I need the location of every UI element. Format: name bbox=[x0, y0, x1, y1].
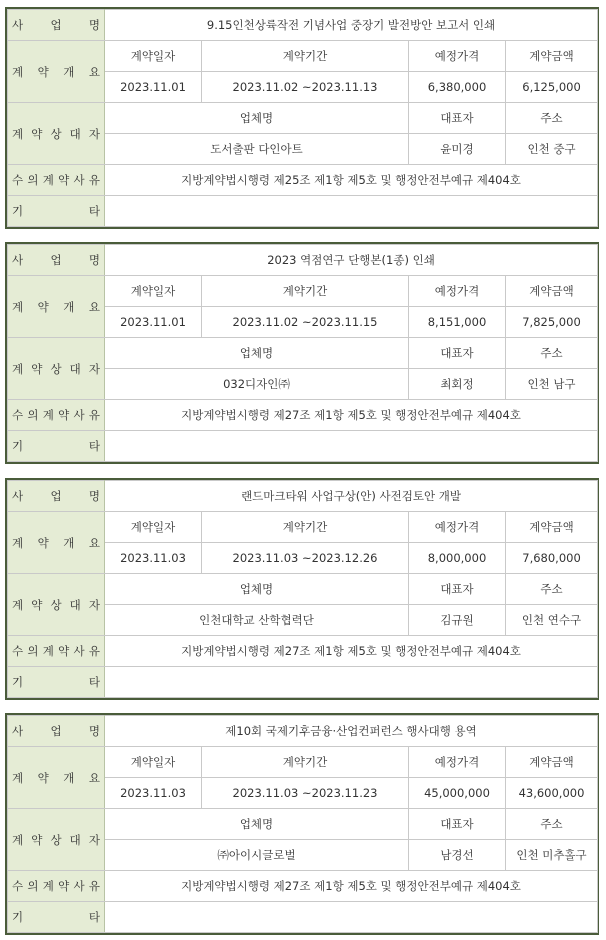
label-project: 사 업 명 bbox=[8, 481, 105, 512]
header-estimated: 예정가격 bbox=[409, 276, 506, 307]
label-project: 사 업 명 bbox=[8, 10, 105, 41]
company-address: 인천 미추홀구 bbox=[506, 840, 598, 871]
header-date: 계약일자 bbox=[105, 276, 202, 307]
header-period: 계약기간 bbox=[202, 276, 409, 307]
header-estimated: 예정가격 bbox=[409, 512, 506, 543]
label-counterparty: 계 약 상 대 자 bbox=[8, 574, 105, 636]
representative-name: 남경선 bbox=[409, 840, 506, 871]
contract-etc bbox=[105, 902, 598, 933]
company-name: 인천대학교 산학협력단 bbox=[105, 605, 409, 636]
contract-date: 2023.11.01 bbox=[105, 307, 202, 338]
contract-reason: 지방계약법시행령 제25조 제1항 제5호 및 행정안전부예규 제404호 bbox=[105, 165, 598, 196]
header-address: 주소 bbox=[506, 574, 598, 605]
header-estimated: 예정가격 bbox=[409, 41, 506, 72]
contract-table bbox=[7, 244, 598, 462]
label-etc: 기 타 bbox=[8, 196, 105, 227]
company-address: 인천 남구 bbox=[506, 369, 598, 400]
label-reason: 수 의 계 약 사 유 bbox=[8, 165, 105, 196]
company-name: 도서출판 다인아트 bbox=[105, 134, 409, 165]
contract-etc bbox=[105, 667, 598, 698]
header-date: 계약일자 bbox=[105, 747, 202, 778]
estimated-price: 8,151,000 bbox=[409, 307, 506, 338]
company-name: ㈜아이시글로벌 bbox=[105, 840, 409, 871]
representative-name: 윤미경 bbox=[409, 134, 506, 165]
company-address: 인천 중구 bbox=[506, 134, 598, 165]
project-name: 랜드마크타워 사업구상(안) 사전검토안 개발 bbox=[105, 481, 598, 512]
header-period: 계약기간 bbox=[202, 747, 409, 778]
header-company: 업체명 bbox=[105, 103, 409, 134]
header-address: 주소 bbox=[506, 338, 598, 369]
header-amount: 계약금액 bbox=[506, 512, 598, 543]
label-overview: 계 약 개 요 bbox=[8, 747, 105, 809]
label-project: 사 업 명 bbox=[8, 245, 105, 276]
contract-table bbox=[7, 715, 598, 933]
header-amount: 계약금액 bbox=[506, 747, 598, 778]
contract-record bbox=[5, 478, 599, 700]
contract-table bbox=[7, 9, 598, 227]
project-name: 2023 역점연구 단행본(1종) 인쇄 bbox=[105, 245, 598, 276]
contract-reason: 지방계약법시행령 제27조 제1항 제5호 및 행정안전부예규 제404호 bbox=[105, 636, 598, 667]
contract-amount: 43,600,000 bbox=[506, 778, 598, 809]
contract-period: 2023.11.02 ~2023.11.13 bbox=[202, 72, 409, 103]
contract-period: 2023.11.03 ~2023.11.23 bbox=[202, 778, 409, 809]
contract-etc bbox=[105, 196, 598, 227]
contract-table bbox=[7, 480, 598, 698]
label-reason: 수 의 계 약 사 유 bbox=[8, 636, 105, 667]
header-amount: 계약금액 bbox=[506, 276, 598, 307]
header-company: 업체명 bbox=[105, 574, 409, 605]
contract-amount: 7,825,000 bbox=[506, 307, 598, 338]
label-counterparty: 계 약 상 대 자 bbox=[8, 338, 105, 400]
header-estimated: 예정가격 bbox=[409, 747, 506, 778]
contract-amount: 6,125,000 bbox=[506, 72, 598, 103]
representative-name: 김규원 bbox=[409, 605, 506, 636]
header-address: 주소 bbox=[506, 809, 598, 840]
header-amount: 계약금액 bbox=[506, 41, 598, 72]
contract-reason: 지방계약법시행령 제27조 제1항 제5호 및 행정안전부예규 제404호 bbox=[105, 400, 598, 431]
label-etc: 기 타 bbox=[8, 431, 105, 462]
contract-etc bbox=[105, 431, 598, 462]
label-overview: 계 약 개 요 bbox=[8, 276, 105, 338]
header-company: 업체명 bbox=[105, 809, 409, 840]
header-representative: 대표자 bbox=[409, 574, 506, 605]
header-period: 계약기간 bbox=[202, 512, 409, 543]
header-company: 업체명 bbox=[105, 338, 409, 369]
label-overview: 계 약 개 요 bbox=[8, 512, 105, 574]
label-etc: 기 타 bbox=[8, 902, 105, 933]
contract-date: 2023.11.03 bbox=[105, 778, 202, 809]
label-overview: 계 약 개 요 bbox=[8, 41, 105, 103]
header-representative: 대표자 bbox=[409, 809, 506, 840]
contract-date: 2023.11.03 bbox=[105, 543, 202, 574]
header-date: 계약일자 bbox=[105, 512, 202, 543]
contract-period: 2023.11.02 ~2023.11.15 bbox=[202, 307, 409, 338]
label-reason: 수 의 계 약 사 유 bbox=[8, 871, 105, 902]
contract-record bbox=[5, 713, 599, 935]
header-address: 주소 bbox=[506, 103, 598, 134]
label-project: 사 업 명 bbox=[8, 716, 105, 747]
project-name: 제10회 국제기후금융·산업컨퍼런스 행사대행 용역 bbox=[105, 716, 598, 747]
project-name: 9.15인천상륙작전 기념사업 중장기 발전방안 보고서 인쇄 bbox=[105, 10, 598, 41]
label-counterparty: 계 약 상 대 자 bbox=[8, 809, 105, 871]
label-etc: 기 타 bbox=[8, 667, 105, 698]
estimated-price: 8,000,000 bbox=[409, 543, 506, 574]
label-reason: 수 의 계 약 사 유 bbox=[8, 400, 105, 431]
contract-reason: 지방계약법시행령 제27조 제1항 제5호 및 행정안전부예규 제404호 bbox=[105, 871, 598, 902]
representative-name: 최회정 bbox=[409, 369, 506, 400]
contract-amount: 7,680,000 bbox=[506, 543, 598, 574]
label-counterparty: 계 약 상 대 자 bbox=[8, 103, 105, 165]
contract-period: 2023.11.03 ~2023.12.26 bbox=[202, 543, 409, 574]
header-representative: 대표자 bbox=[409, 103, 506, 134]
contract-date: 2023.11.01 bbox=[105, 72, 202, 103]
contract-record bbox=[5, 7, 599, 229]
estimated-price: 45,000,000 bbox=[409, 778, 506, 809]
contract-record bbox=[5, 242, 599, 464]
company-name: 032디자인㈜ bbox=[105, 369, 409, 400]
header-date: 계약일자 bbox=[105, 41, 202, 72]
header-representative: 대표자 bbox=[409, 338, 506, 369]
company-address: 인천 연수구 bbox=[506, 605, 598, 636]
header-period: 계약기간 bbox=[202, 41, 409, 72]
estimated-price: 6,380,000 bbox=[409, 72, 506, 103]
